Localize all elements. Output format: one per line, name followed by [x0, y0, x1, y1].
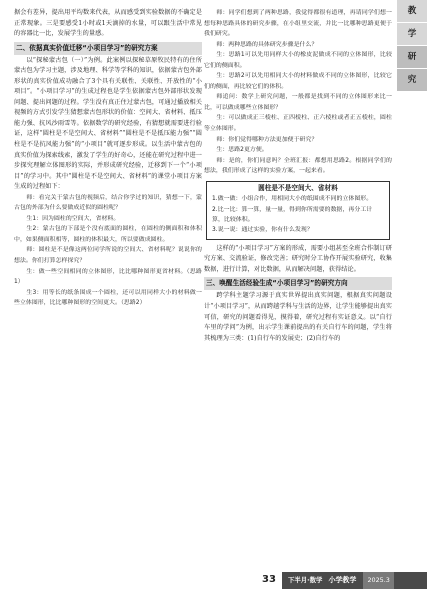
box-title: 圆柱是不是空间大、省材料	[258, 183, 338, 192]
dialogue-line: 师：是的，你们同意吗？全班汇报：都想用思路2。根据同学们的想法，我们形成了这样的实验方案，一起来看。	[204, 157, 392, 175]
dialogue-line: 师追问：数学上研究问题，一般都是找到不同的立体图形来比一比，可以做成哪些立体图形？	[204, 94, 392, 111]
paragraph: 以“探秘蒙古包（一）”为例。此案例以探秘草原牧民特有的住所蒙古包为学习主题，涉及地理、科学等学科的知识，依据蒙古包外部形状的真实价值成功融合了3个具有关联性、关联性、开放性的“小项目”。“小项目学习”的生成过程也是学生依据蒙古包外部形状发现问题、提出问题的过程。学生没有真正住过蒙古包，可通过播放相关视频的方式引发学生猜想蒙古包形状的价值：空间大、省材料、抵压能力强、抗风沙雨雪等。依据数学的研究经验，有猜想就需要进行验证，这样“圆柱是不是空间大、省材料”“圆柱是不是抵压能力强”“圆柱是不是抗风能力强”的“小项目”就可逐步形成。以生活中蒙古包的真实价值为探索线索，激发了学生的好奇心，还能在研究过程中进一步探究理解立体图形的实际，并形成研究经验，迁移到下一个“小项目”的学习中。其中“圆柱是不是空间大、省材料”的课堂小项目方案生成的过程如下：	[14, 56, 202, 191]
experiment-plan-box	[206, 181, 390, 240]
year-issue: 2025.3	[363, 572, 393, 589]
paragraph: 据会有差异，提出用平均数来代表，从而感受到实验数据的不确定是正常现象。三是要感受1小时或1天滴掉的水量，可以跟生活中常见的容器比一比，发展学生的量感。	[14, 9, 202, 38]
dialogue-line: 师：两种思路的具体研究步骤是什么？	[216, 41, 318, 48]
page-footer	[0, 572, 427, 594]
dialogue-line: 师：你们觉得哪种方法更加便于研究？	[216, 136, 318, 143]
dialogue-line: 师：看完关于蒙古包的视频后，结合你学过的知识，猜想一下，蒙古包的外部为什么要做成近似的圆柱呢？	[14, 194, 202, 212]
dialogue-line: 师：同学们想到了两种思路，我觉得都很有道理，再请同学们想一想每种思路具体的研究步骤，在小组里交流，并比一比哪种思路更便于我们研究。	[204, 10, 392, 38]
side-tab-char: 学	[397, 23, 427, 46]
right-column	[204, 8, 392, 344]
section-heading: 三、唤醒生活经验生成“小项目学习”的研究方向	[204, 277, 392, 290]
dialogue-line: 生1：因为圆柱的空间大，省材料。	[26, 215, 120, 222]
page-number: 33	[262, 574, 276, 585]
dialogue-line: 生：思路2可以先用相同大小的材料做成不同的立体图形，比较它们的侧面，再比较它们的体积。	[204, 73, 392, 90]
dialogue-line: 师：圆柱是不是像这两位同学所说的空间大、省材料呢？说说你的想法。你们打算怎样探究？	[14, 247, 202, 265]
side-tab-char: 究	[397, 69, 427, 92]
box-step: 3.说一说：通过实验，你有什么发现？	[212, 227, 313, 234]
left-column	[14, 8, 202, 309]
paragraph: 这样的“小项目学习”方案的形成，需要小组甚至全班合作制订研究方案、交流验证，修改完善；研究时分工协作开展实验研究，收集数据，进行计算，对比数据，从而解决问题，获得结论。	[204, 244, 392, 273]
dialogue-line: 生：思路2更方便。	[216, 147, 268, 154]
dialogue-line: 生2：蒙古包的下部是个没有底面的圆柱，在圆柱的侧面积和体积中，如果侧面积相等，圆柱的体积最大，所以要做成圆柱。	[14, 226, 202, 243]
box-step: 1.做一做：小组合作，用相同大小的纸围成不同的立体图形。	[212, 196, 373, 203]
footer-banner	[282, 572, 427, 589]
magazine-name: 小学教学	[328, 576, 357, 584]
section-side-tab	[397, 0, 427, 92]
dialogue-line: 生：思路1可以先用同样大小的橡皮泥做成不同的立体图形，比较它们的侧面积。	[204, 52, 392, 69]
side-tab-char: 研	[397, 46, 427, 69]
side-tab-char: 教	[397, 0, 427, 23]
dialogue-line: 生：可以做成正三棱柱、正四棱柱、正六棱柱或者正五棱柱，圆柱等立体图形。	[204, 115, 392, 133]
box-step: 2.比一比：算一算，量一量，得到你所需要的数据，再分工计算，比较体积。	[212, 206, 373, 223]
dialogue-line: 生：做一些空间相同的立体图形，比比哪种图形更省材料。（思路1）	[14, 268, 202, 286]
section-heading: 二、依据真实价值迁移“小项目学习”的研究方案	[14, 42, 202, 55]
dialogue-line: 生3：用等长的纸条围成一个圆柱，还可以用同样大小的材料做一些立体图形，比比哪种图形的空间更大。（思路2）	[14, 289, 202, 307]
issue-label: 下半月·数学	[288, 576, 323, 584]
paragraph: 跨学科主题学习源于真实世界提出真实问题，根据真实问题设计“小项目学习”，从而跨越学科与生活的边界，让学生能够提出真实可信，研究的问题看得见，摸得着，研究过程有实证意义。以“自行车里的学问”为例，出示学生课前提出的有关自行车的问题，学生将其梳理为三类：(1)自行车的发展史；(2)自行车的	[204, 292, 392, 342]
